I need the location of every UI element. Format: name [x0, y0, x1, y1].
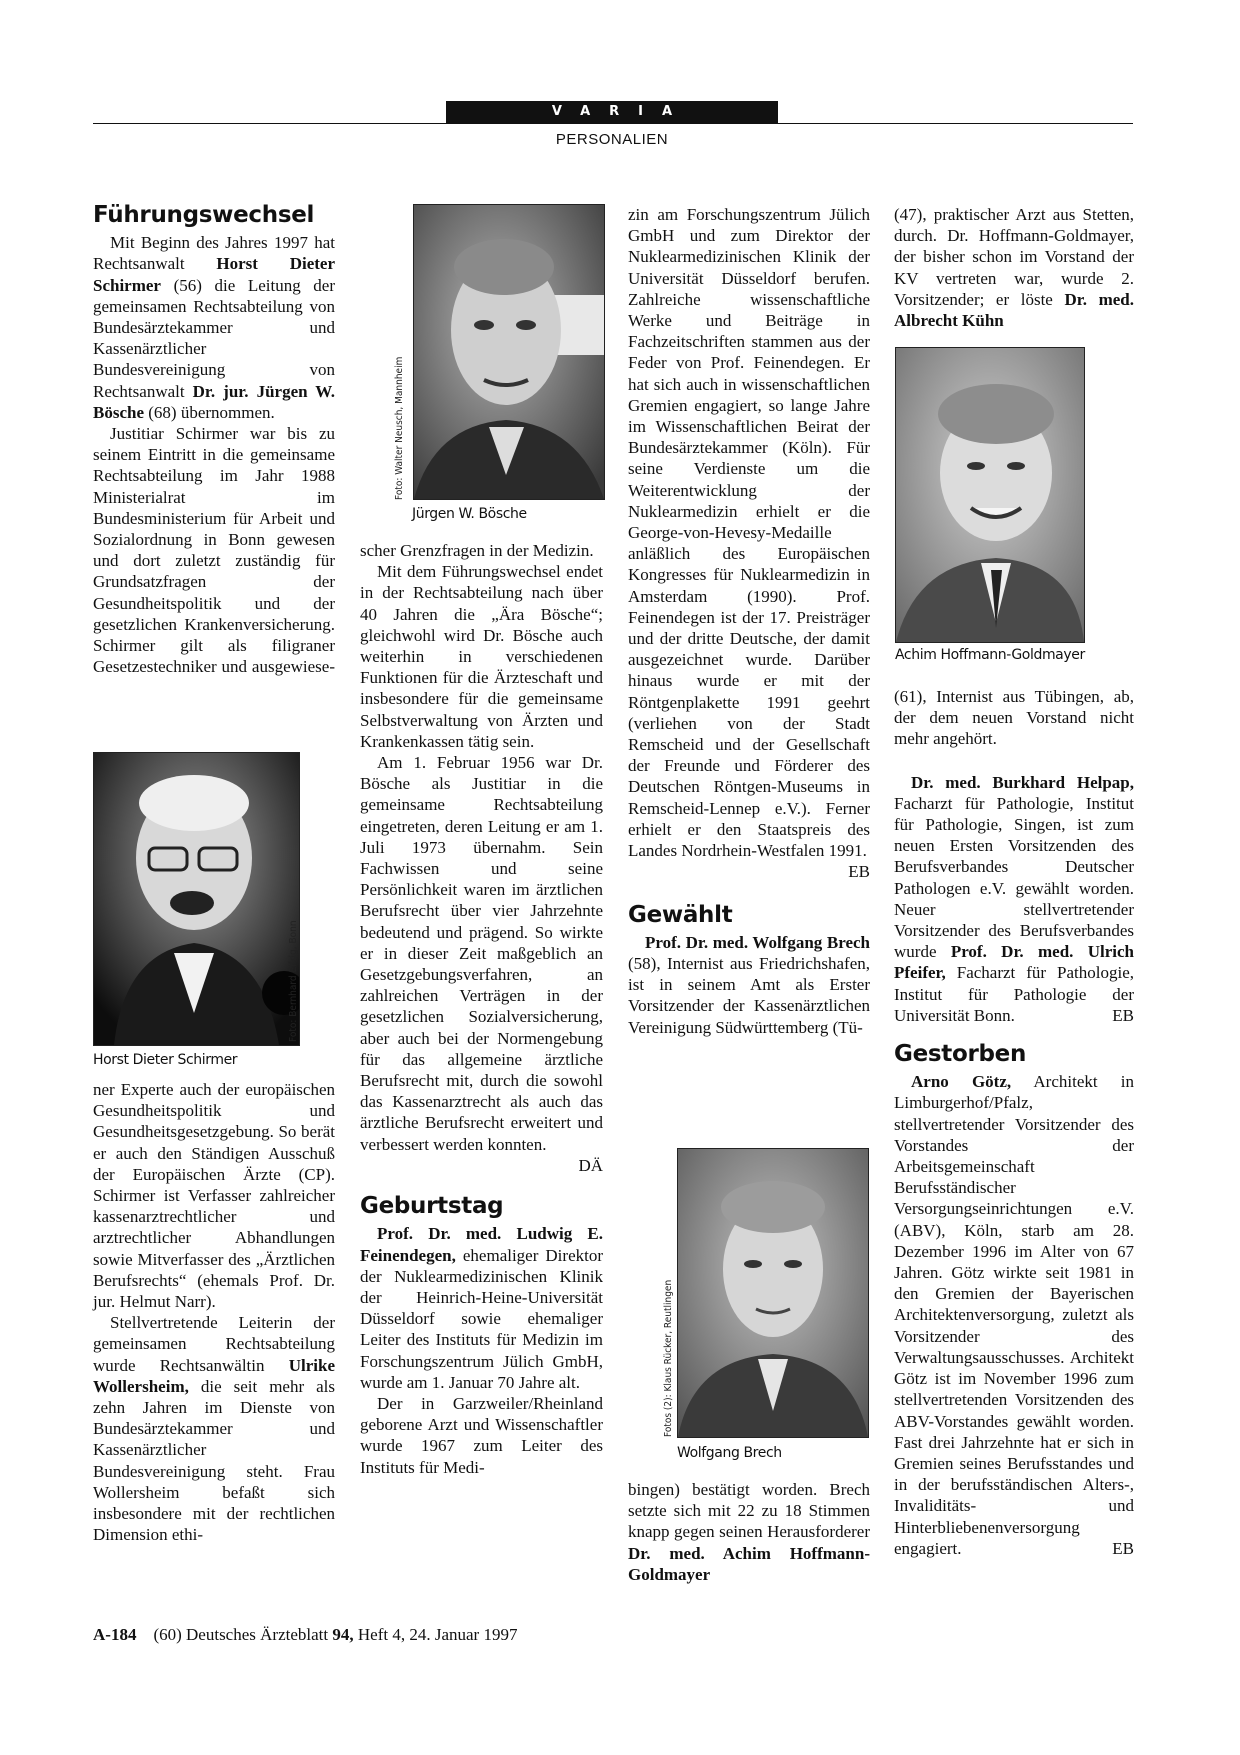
name-bold: Ulrike Wollersheim,: [93, 1355, 335, 1396]
text: (56) die Leitung der gemeinsamen Rechtsabteilung von Bundesärztekammer und Kassenärztlicher Bundesvereinigung von Rechtsanwalt: [93, 275, 335, 401]
paragraph: scher Grenzfragen in der Medizin.: [360, 541, 594, 560]
column-2: [360, 540, 603, 1478]
heading-gestorben: Gestorben: [894, 1041, 1027, 1068]
name-bold: Prof. Dr. med. Ludwig E. Feinendegen,: [360, 1224, 603, 1265]
header-rule: [93, 123, 1133, 124]
volume-number: 94,: [332, 1625, 354, 1644]
paragraph: [93, 232, 335, 423]
text: Facharzt für Pathologie, Institut für Pathologie, Singen, ist zum neuen Ersten Vorsitzenden des Berufsverbandes Deutscher Pathologen e.V. gewählt worden. Neuer stellvertretender Vorsitzender des Berufsverbandes wurde: [894, 793, 1134, 962]
photo-caption: Jürgen W. Bösche: [412, 506, 527, 522]
paragraph: [894, 1071, 1134, 1559]
column-4-bottom: [894, 686, 1134, 1559]
heading-geburtstag: Geburtstag: [360, 1193, 504, 1220]
photo-achim-hoffmann-goldmayer: [895, 347, 1085, 643]
text: zin am Forschungszentrum Jülich GmbH und zum Direktor der Nuklearmedizinischen Klinik der Universität Düsseldorf berufen. Zahlreiche wissenschaftliche Werke und Beiträge in Fachzeitschriften stammen aus der Feder von Prof. Feinendegen. Er hat sich auch in wissenschaftlichen Gremien engagiert, so lange Jahre im Wissenschaftlichen Beirat der Bundesärztekammer (Köln). Für seine Verdienste um die Weiterentwicklung der Nuklearmedizin erhielt er die George-von-Hevesy-Medaille anläßlich des Europäischen Kongresses für Nuklearmedizin in Amsterdam (1990). Prof. Feinendegen ist der 17. Preisträger und der dritte Deutsche, der damit ausgezeichnet wurde. Darüber hinaus wurde er mit der Röntgenplakette 1991 geehrt (verliehen von der Stadt Remscheid und der Gesellschaft der Freunde und Förderer des Deutschen Röntgen-Museums in Remscheid-Lennep e.V.). Ferner erhielt er den Staatspreis des Landes Nordrhein-Westfalen 1991.: [628, 205, 870, 861]
paragraph: (61), Internist aus Tübingen, ab, der dem neuen Vorstand nicht mehr angehört.: [894, 687, 1134, 749]
page-footer: [93, 1625, 517, 1645]
text: Mit Beginn des Jahres 1997 hat Rechtsanwalt: [93, 233, 335, 274]
heading-gewaehlt: Gewählt: [628, 901, 733, 928]
name-bold: Dr. med. Burkhard Helpap,: [911, 772, 1134, 792]
text: Am 1. Februar 1956 war Dr. Bösche als Justitiar in die gemeinsame Rechtsabteilung eingetreten, deren Leitung er am 1. Juli 1973 übernahm. Sein Fachwissen und seine Persönlichkeit waren im ärztlichen Berufsrecht über vier Jahrzehnte bedeutend und prägend. So wirkte er in dieser Zeit maßgeblich an Gesetzgebungsverfahren, an zahlreichen Verträgen in der gesetzlichen Sozialversicherung, aber auch bei der Normengebung für das allgemeine ärztliche Berufsrecht mit, durch die sowohl das Kassenarztrecht als auch das ärztliche Berufsrecht erweitert und verbessert werden konnten.: [360, 753, 603, 1154]
column-1-top: [93, 202, 335, 677]
name-bold: Dr. med. Albrecht Kühn: [894, 289, 1134, 331]
column-3-bottom: [628, 1479, 870, 1585]
column-4-top: [894, 204, 1134, 331]
photo-caption: Wolfgang Brech: [677, 1445, 782, 1461]
photo-juergen-w-boesche: [413, 204, 605, 500]
paragraph: [894, 204, 1134, 331]
page-number: A-184: [93, 1625, 137, 1644]
photo-horst-dieter-schirmer: [93, 752, 300, 1046]
paragraph: Mit dem Führungswechsel endet in der Rechtsabteilung nach über 40 Jahren die „Ära Bösche“; gleichwohl wird Dr. Bösche auch weiterhin in verschiedenen Funktionen für die Ärzteschaft und insbesondere für die gemeinsame Selbstverwaltung von Ärzten und Krankenkassen tätig sein.: [360, 562, 603, 751]
text: (58), Internist aus Friedrichshafen, ist in seinem Amt als Erster Vorsitzender der Kassenärztlichen Vereinigung Südwürttemberg (Tü-: [628, 953, 870, 1037]
name-bold: Dr. jur. Jürgen W. Bösche: [93, 381, 335, 422]
name-bold: Prof. Dr. med. Ulrich Pfeifer,: [894, 942, 1134, 983]
photo-caption: Achim Hoffmann-Goldmayer: [895, 647, 1085, 663]
text: ehemaliger Direktor der Nuklearmedizinischen Klinik der Heinrich-Heine-Universität Düsseldorf sowie ehemaliger Leiter des Instituts für Medizin im Forschungszentrum Jülich GmbH, wurde am 1. Januar 70 Jahre alt.: [360, 1245, 603, 1392]
photo-credit: Foto: Walter Neusch, Mannheim: [394, 356, 405, 500]
text: Stellvertretende Leiterin der gemeinsamen Rechtsabteilung wurde Rechtsanwältin: [93, 1313, 335, 1375]
issue-info: (60) Deutsches Ärzteblatt: [153, 1625, 333, 1644]
text: Facharzt für Pathologie, Institut für Pathologie der Universität Bonn.: [894, 963, 1134, 1025]
paragraph: [628, 204, 870, 882]
paragraph: [360, 1223, 603, 1393]
author-signature: EB: [848, 862, 870, 882]
paragraph: Justitiar Schirmer war bis zu seinem Eintritt in die gemeinsame Rechtsabteilung im Jahr 1988 Ministerialrat im Bundesministerium für Arbeit und Sozialordnung in Bonn gewesen und dort zuletzt zuständig für Grundsatzfragen der Gesundheitspolitik und der gesetzlichen Krankenversicherung. Schirmer gilt als filigraner Gesetzestechniker und ausgewiese-: [93, 424, 335, 677]
name-bold: Horst Dieter Schirmer: [93, 254, 335, 295]
issue-date: Heft 4, 24. Januar 1997: [353, 1625, 518, 1644]
paragraph: [360, 752, 603, 1176]
text: Architekt in Limburgerhof/Pfalz, stellvertretender Vorsitzender des Vorstandes der Arbeitsgemeinschaft Berufsständischer Versorgungseinrichtungen e.V. (ABV), Köln, starb am 28. Dezember 1996 im Alter von 67 Jahren. Götz wirkte seit 1981 in den Gremien der Bayerischen Architektenversorgung, zuletzt als Vorsitzender des Verwaltungsausschusses. Architekt Götz ist im November 1996 zum stellvertretenden Vorsitzenden des ABV-Vorstandes gewählt worden. Fast drei Jahrzehnte hat er sich in Gremien seines Berufsstandes und in der berufsständischen Alters-, Invaliditäts- und Hinterbliebenenversorgung engagiert.: [894, 1072, 1134, 1558]
paragraph: ner Experte auch der europäischen Gesundheitspolitik und Gesundheitsgesetzgebung. So berät er auch den Ständigen Ausschuß der Europäischen Ärzte (CP). Schirmer ist Verfasser zahlreicher kassenarztrechtlicher und arztrechtlicher Abhandlungen sowie Mitverfasser des „Ärztlichen Berufsrechts“ (ehemals Prof. Dr. jur. Helmut Narr).: [93, 1080, 335, 1312]
paragraph: [894, 772, 1134, 1026]
text: bingen) bestätigt worden. Brech setzte sich mit 22 zu 18 Stimmen knapp gegen seinen Herausforderer: [628, 1480, 870, 1542]
paragraph: [628, 1479, 870, 1585]
author-signature: EB: [1112, 1538, 1134, 1558]
name-bold: Dr. med. Achim Hoffmann-Goldmayer: [628, 1543, 870, 1584]
photo-caption: Horst Dieter Schirmer: [93, 1052, 238, 1068]
column-1-bottom: [93, 1079, 335, 1545]
paragraph: Der in Garzweiler/Rheinland geborene Arzt und Wissenschaftler wurde 1967 zum Leiter des Instituts für Medi-: [360, 1393, 603, 1477]
text: (68) übernommen.: [144, 402, 275, 422]
text: die seit mehr als zehn Jahren im Dienste von Bundesärztekammer und Kassenärztlicher Bundesvereinigung steht. Frau Wollersheim befaßt sich insbesondere mit der rechtlichen Dimension ethi-: [93, 1376, 335, 1545]
name-bold: Arno Götz,: [911, 1072, 1012, 1092]
paragraph: [628, 932, 870, 1038]
photo-credit: Fotos (2): Klaus Rücker, Reutlingen: [663, 1279, 674, 1437]
name-bold: Prof. Dr. med. Wolfgang Brech: [645, 932, 870, 952]
photo-wolfgang-brech: [677, 1148, 869, 1438]
author-signature: EB: [1112, 1005, 1134, 1025]
heading-fuehrungswechsel: Führungswechsel: [93, 202, 315, 228]
column-3-top: [628, 204, 870, 1038]
paragraph: [93, 1312, 335, 1545]
text: (47), praktischer Arzt aus Stetten, durch. Dr. Hoffmann-Goldmayer, der bisher schon im Vorstand der KV vertreten war, wurde 2. Vorsitzender; er löste: [894, 205, 1134, 309]
section-banner-varia: VARIA: [446, 101, 778, 123]
author-signature: DÄ: [578, 1155, 603, 1175]
photo-credit: Foto: Bernhard Eifrig, Bonn: [288, 920, 299, 1042]
section-label: PERSONALIEN: [555, 131, 669, 148]
